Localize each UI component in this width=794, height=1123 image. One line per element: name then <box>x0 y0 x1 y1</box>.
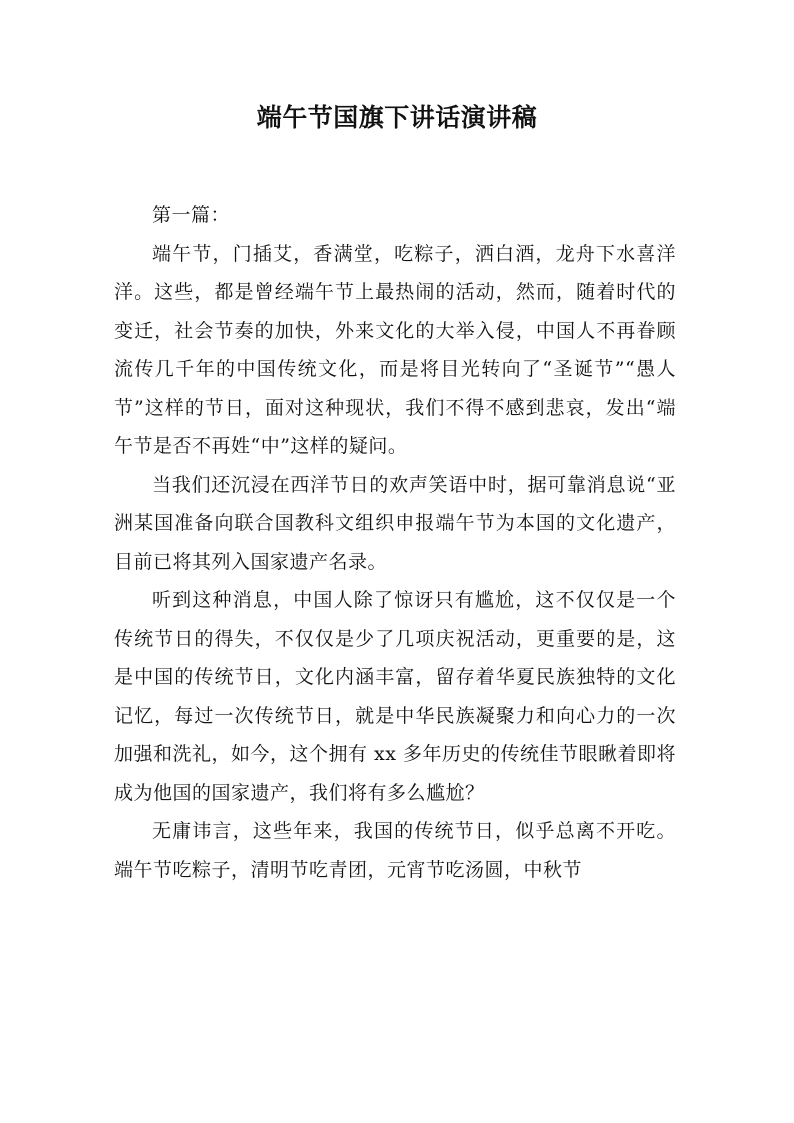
section-heading: 第一篇： <box>152 204 231 226</box>
paragraph: 当我们还沉浸在西洋节日的欢声笑语中时，据可靠消息说“亚洲某国准备向联合国教科文组织申报端午节为本国的文化遗产，目前已将其列入国家遗产名录。 <box>114 473 676 573</box>
document-body <box>114 196 676 889</box>
document-title: 端午节国旗下讲话演讲稿 <box>256 103 538 132</box>
paragraph: 端午节，门插艾，香满堂，吃粽子，洒白酒，龙舟下水喜洋洋。这些，都是曾经端午节上最热闹的活动，然而，随着时代的变迁，社会节奏的加快，外来文化的大举入侵，中国人不再眷顾流传几千年的中国传统文化，而是将目光转向了“圣诞节”“愚人节”这样的节日，面对这种现状，我们不得不感到悲哀，发出“端午节是否不再姓“中”这样的疑问。 <box>114 242 676 457</box>
paragraph: 无庸讳言，这些年来，我国的传统节日，似乎总离不开吃。端午节吃粽子，清明节吃青团，元宵节吃汤圆，中秋节 <box>114 820 676 881</box>
paragraph: 听到这种消息，中国人除了惊讶只有尴尬，这不仅仅是一个传统节日的得失，不仅仅是少了几项庆祝活动，更重要的是，这是中国的传统节日，文化内涵丰富，留存着华夏民族独特的文化记忆，每过一次传统节日，就是中华民族凝聚力和向心力的一次加强和洗礼，如今，这个拥有 xx 多年历史的传统佳节眼瞅着即将成为他国的国家遗产，我们将有多么尴尬？ <box>114 589 677 804</box>
